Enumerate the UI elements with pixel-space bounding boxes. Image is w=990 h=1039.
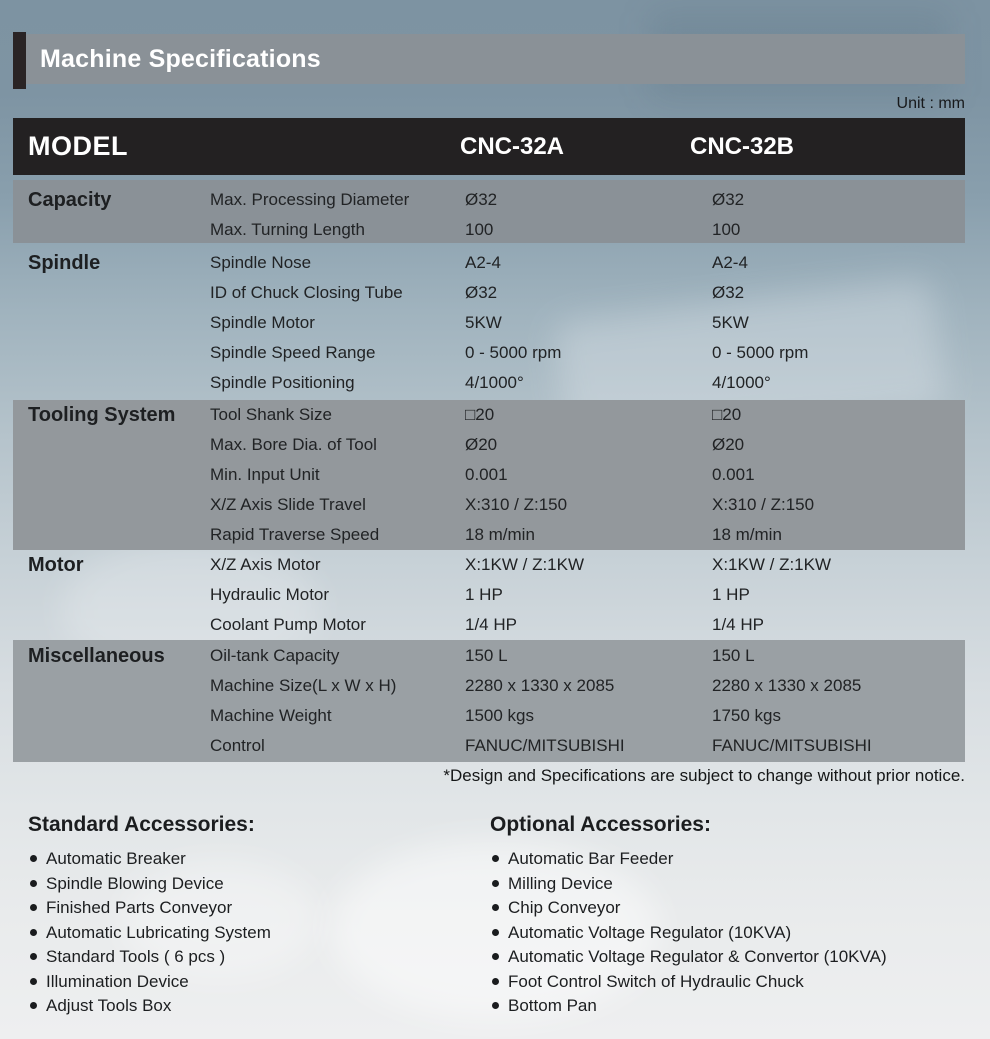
section-motor (13, 550, 965, 640)
spec-value-cnc32b: Ø32 (712, 283, 745, 302)
list-item-label: Illumination Device (46, 971, 189, 991)
list-item (492, 994, 887, 1019)
table-row (13, 368, 965, 398)
spec-value-cnc32b: A2-4 (712, 253, 748, 272)
list-item (30, 896, 271, 921)
spec-value-cnc32a: 0.001 (465, 465, 508, 484)
title-accent-bar (13, 32, 26, 89)
bullet-icon (30, 953, 37, 960)
spec-label: Coolant Pump Motor (210, 615, 366, 634)
header-cnc-32a: CNC-32A (460, 133, 565, 160)
section-title-tooling-system: Tooling System (28, 404, 176, 426)
spec-value-cnc32a: 5KW (465, 313, 502, 332)
table-row (13, 671, 965, 701)
spec-value-cnc32a: Ø20 (465, 435, 498, 454)
bullet-icon (30, 855, 37, 862)
bullet-icon (30, 880, 37, 887)
bullet-icon (30, 1002, 37, 1009)
list-item (30, 945, 271, 970)
spec-value-cnc32b: X:1KW / Z:1KW (712, 555, 832, 574)
spec-value-cnc32a: X:310 / Z:150 (465, 495, 568, 514)
spec-value-cnc32b: 4/1000° (712, 373, 771, 392)
spec-value-cnc32b: 1 HP (712, 585, 750, 604)
list-item-label: Spindle Blowing Device (46, 873, 224, 893)
spec-label: Max. Processing Diameter (210, 190, 410, 209)
section-tooling-system (13, 400, 965, 550)
table-row (13, 278, 965, 308)
section-capacity (13, 180, 965, 243)
bullet-icon (492, 904, 499, 911)
section-miscellaneous (13, 640, 965, 762)
spec-label: Oil-tank Capacity (210, 646, 340, 665)
spec-value-cnc32b: 5KW (712, 313, 749, 332)
spec-value-cnc32b: □20 (712, 405, 742, 424)
table-row (13, 550, 965, 580)
list-item-label: Milling Device (508, 873, 613, 893)
list-item-label: Automatic Voltage Regulator (10KVA) (508, 922, 792, 942)
spec-label: Max. Bore Dia. of Tool (210, 435, 377, 454)
spec-value-cnc32a: 2280 x 1330 x 2085 (465, 676, 615, 695)
spec-value-cnc32b: 18 m/min (712, 525, 782, 544)
bullet-icon (492, 978, 499, 985)
header-cnc-32b: CNC-32B (690, 133, 795, 160)
table-row (13, 610, 965, 640)
list-item-label: Adjust Tools Box (46, 996, 172, 1015)
list-item-label: Foot Control Switch of Hydraulic Chuck (508, 971, 804, 991)
title-bar (26, 34, 965, 84)
spec-label: Spindle Motor (210, 313, 315, 332)
spec-value-cnc32b: 0 - 5000 rpm (712, 343, 809, 362)
optional-accessories-list (492, 847, 887, 1019)
list-item-label: Bottom Pan (508, 996, 597, 1015)
spec-value-cnc32a: 100 (465, 220, 494, 239)
bullet-icon (30, 904, 37, 911)
spec-label: Machine Size(L x W x H) (210, 676, 397, 695)
spec-value-cnc32a: X:1KW / Z:1KW (465, 555, 585, 574)
bullet-icon (30, 929, 37, 936)
spec-value-cnc32b: 150 L (712, 646, 755, 665)
spec-value-cnc32b: Ø20 (712, 435, 745, 454)
table-row (13, 308, 965, 338)
section-title-capacity: Capacity (28, 189, 112, 211)
list-item (30, 847, 271, 872)
spec-value-cnc32a: 1500 kgs (465, 706, 534, 725)
spec-value-cnc32a: □20 (465, 405, 495, 424)
spec-value-cnc32b: 1750 kgs (712, 706, 781, 725)
standard-accessories-list (30, 847, 271, 1019)
spec-label: Min. Input Unit (210, 465, 320, 484)
table-row (13, 185, 965, 215)
list-item-label: Automatic Breaker (46, 849, 186, 868)
list-item (492, 896, 887, 921)
table-row (13, 490, 965, 520)
optional-accessories-heading: Optional Accessories: (490, 813, 711, 836)
spec-value-cnc32b: FANUC/MITSUBISHI (712, 736, 872, 755)
list-item (492, 872, 887, 897)
bullet-icon (492, 929, 499, 936)
list-item (30, 921, 271, 946)
list-item (492, 921, 887, 946)
bullet-icon (30, 978, 37, 985)
spec-label: Rapid Traverse Speed (210, 525, 380, 544)
spec-label: ID of Chuck Closing Tube (210, 283, 403, 302)
header-model: MODEL (28, 131, 128, 161)
spec-label: Spindle Speed Range (210, 343, 376, 362)
spec-value-cnc32a: 0 - 5000 rpm (465, 343, 562, 362)
spec-value-cnc32a: Ø32 (465, 190, 498, 209)
spec-label: Machine Weight (210, 706, 332, 725)
standard-accessories-heading: Standard Accessories: (28, 813, 255, 836)
table-row (13, 338, 965, 368)
spec-label: Spindle Positioning (210, 373, 355, 392)
unit-label: Unit : mm (896, 95, 965, 112)
spec-label: X/Z Axis Slide Travel (210, 495, 366, 514)
spec-value-cnc32b: X:310 / Z:150 (712, 495, 815, 514)
list-item (492, 945, 887, 970)
bullet-icon (492, 855, 499, 862)
list-item-label: Finished Parts Conveyor (46, 898, 233, 917)
spec-value-cnc32a: FANUC/MITSUBISHI (465, 736, 625, 755)
page-title: Machine Specifications (40, 45, 321, 73)
list-item-label: Standard Tools ( 6 pcs ) (46, 947, 226, 966)
list-item (30, 994, 271, 1019)
spec-label: X/Z Axis Motor (210, 555, 321, 574)
spec-label: Tool Shank Size (210, 405, 332, 424)
list-item (492, 970, 887, 995)
table-row (13, 430, 965, 460)
spec-value-cnc32b: 2280 x 1330 x 2085 (712, 676, 862, 695)
list-item-label: Automatic Lubricating System (46, 922, 271, 942)
bullet-icon (492, 880, 499, 887)
spec-label: Max. Turning Length (210, 220, 365, 239)
spec-value-cnc32a: 4/1000° (465, 373, 524, 392)
spec-value-cnc32b: 0.001 (712, 465, 755, 484)
spec-value-cnc32a: A2-4 (465, 253, 501, 272)
spec-value-cnc32a: 150 L (465, 646, 508, 665)
section-title-miscellaneous: Miscellaneous (28, 645, 165, 667)
spec-label: Spindle Nose (210, 253, 312, 272)
table-row (13, 248, 965, 278)
table-row (13, 701, 965, 731)
section-title-spindle: Spindle (28, 252, 101, 274)
spec-value-cnc32a: 1 HP (465, 585, 503, 604)
list-item-label: Automatic Bar Feeder (508, 849, 674, 868)
table-row (13, 520, 965, 550)
spec-value-cnc32a: 18 m/min (465, 525, 535, 544)
bullet-icon (492, 953, 499, 960)
list-item (30, 872, 271, 897)
list-item (492, 847, 887, 872)
spec-label: Control (210, 736, 265, 755)
footnote: *Design and Specifications are subject to change without prior notice. (443, 766, 965, 785)
section-spindle (13, 243, 965, 400)
bullet-icon (492, 1002, 499, 1009)
table-row (13, 731, 965, 761)
table-row (13, 580, 965, 610)
list-item-label: Chip Conveyor (508, 898, 621, 917)
spec-label: Hydraulic Motor (210, 585, 330, 604)
spec-value-cnc32b: Ø32 (712, 190, 745, 209)
spec-value-cnc32b: 1/4 HP (712, 615, 764, 634)
table-row (13, 215, 965, 245)
spec-value-cnc32a: 1/4 HP (465, 615, 517, 634)
list-item (30, 970, 271, 995)
spec-value-cnc32a: Ø32 (465, 283, 498, 302)
table-header-row (13, 118, 965, 175)
table-row (13, 460, 965, 490)
section-title-motor: Motor (28, 554, 84, 576)
spec-value-cnc32b: 100 (712, 220, 741, 239)
list-item-label: Automatic Voltage Regulator & Convertor (10KVA) (508, 947, 887, 966)
